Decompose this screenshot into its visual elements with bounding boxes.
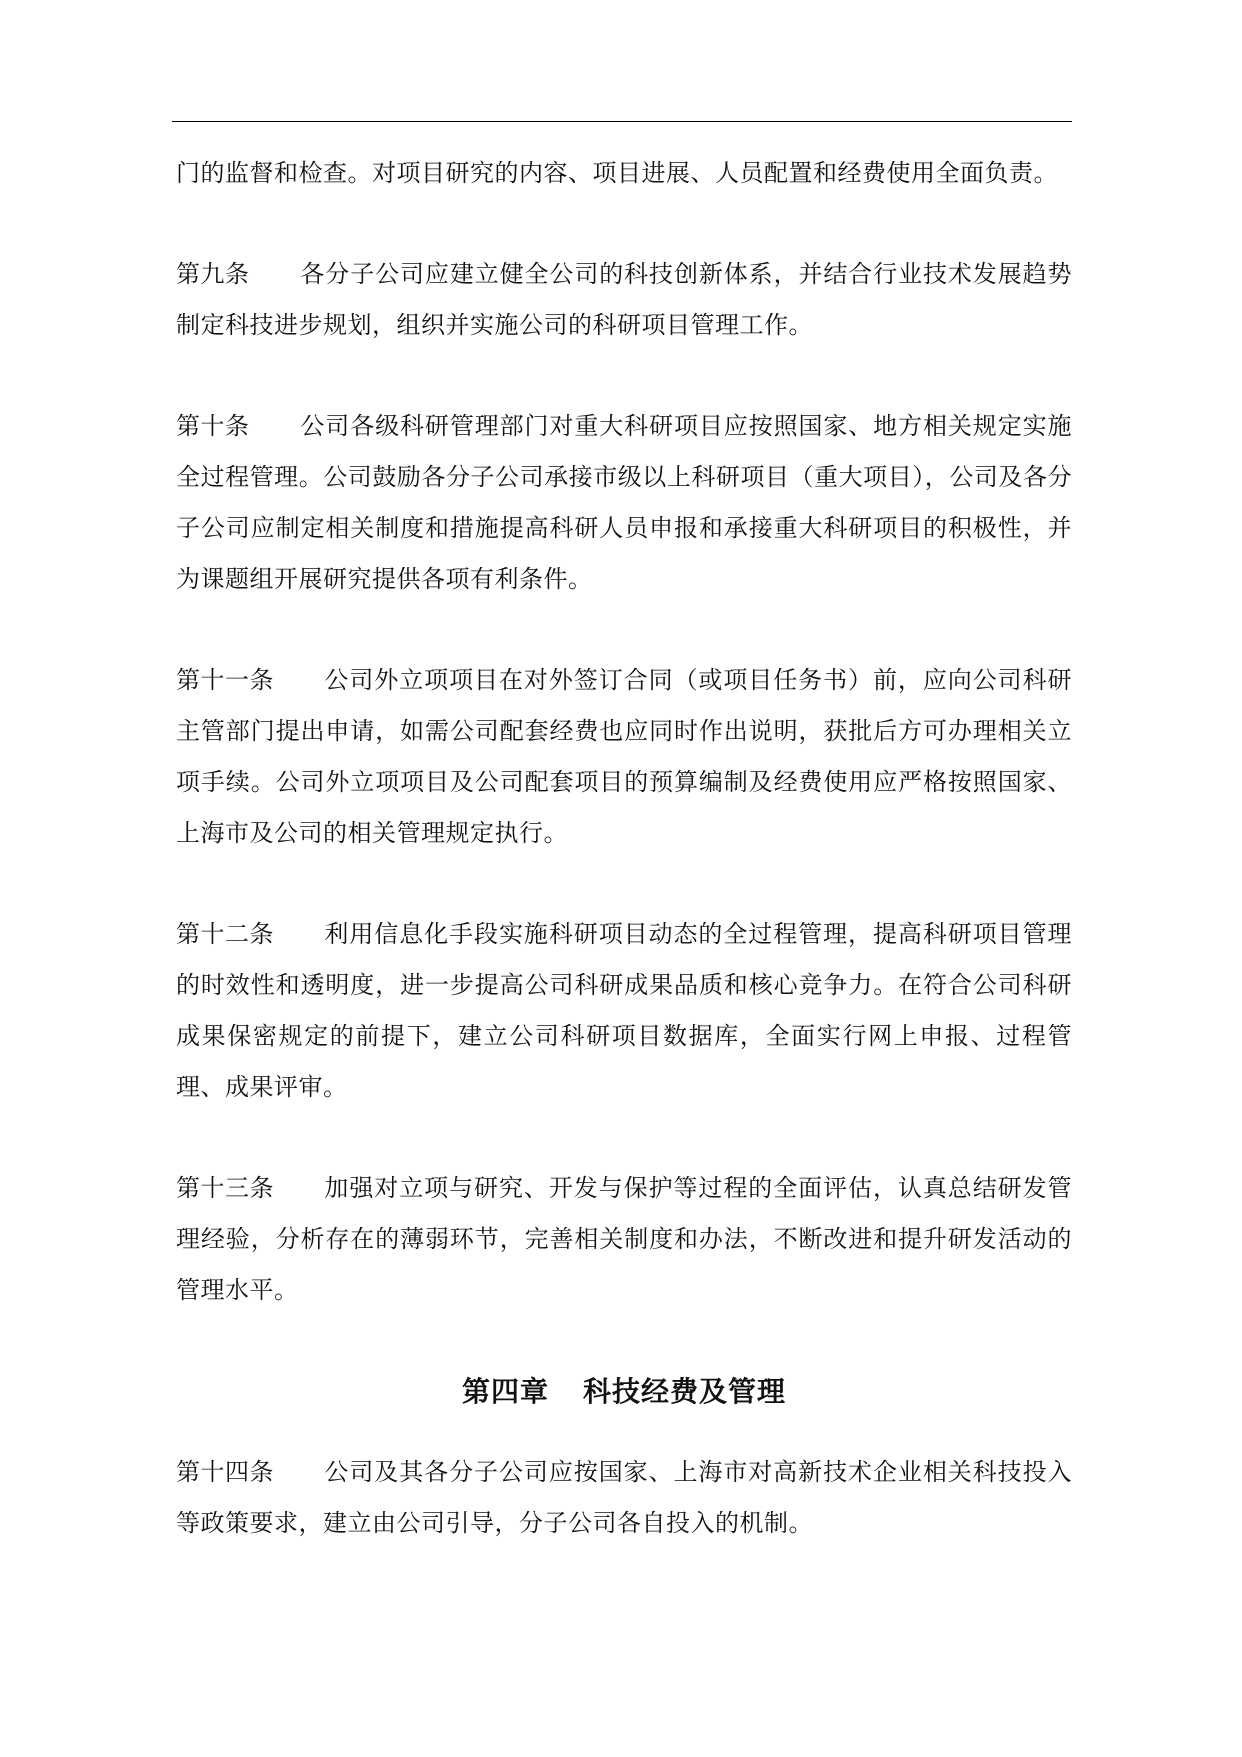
article-number: 第十四条 xyxy=(176,1458,274,1486)
article-number: 第十条 xyxy=(176,412,250,440)
article-number: 第十一条 xyxy=(176,666,274,694)
article-number: 第十三条 xyxy=(176,1174,274,1202)
article-10 xyxy=(176,401,1072,605)
intro-paragraph: 门的监督和检查。对项目研究的内容、项目进展、人员配置和经费使用全面负责。 xyxy=(176,159,1058,187)
article-text: 公司外立项项目在对外签订合同（或项目任务书）前，应向公司科研主管部门提出申请，如需公司配套经费也应同时作出说明，获批后方可办理相关立项手续。公司外立项项目及公司配套项目的预算编制及经费使用应严格按照国家、上海市及公司的相关管理规定执行。 xyxy=(176,666,1072,847)
chapter-title: 科技经费及管理 xyxy=(583,1375,787,1408)
article-text: 加强对立项与研究、开发与保护等过程的全面评估，认真总结研发管理经验，分析存在的薄弱环节，完善相关制度和办法，不断改进和提升研发活动的管理水平。 xyxy=(176,1174,1072,1304)
article-13 xyxy=(176,1163,1072,1316)
article-number: 第十二条 xyxy=(176,920,274,948)
article-9 xyxy=(176,249,1072,351)
header-rule xyxy=(172,121,1072,122)
chapter-heading xyxy=(176,1366,1072,1417)
chapter-number: 第四章 xyxy=(461,1375,549,1408)
article-text: 公司及其各分子公司应按国家、上海市对高新技术企业相关科技投入等政策要求，建立由公司引导，分子公司各自投入的机制。 xyxy=(176,1458,1072,1537)
article-number: 第九条 xyxy=(176,260,250,288)
article-text: 各分子公司应建立健全公司的科技创新体系，并结合行业技术发展趋势制定科技进步规划，组织并实施公司的科研项目管理工作。 xyxy=(176,260,1072,339)
article-12 xyxy=(176,909,1072,1113)
article-11 xyxy=(176,655,1072,859)
document-body xyxy=(176,148,1072,1549)
article-14 xyxy=(176,1447,1072,1549)
article-text: 公司各级科研管理部门对重大科研项目应按照国家、地方相关规定实施全过程管理。公司鼓励各分子公司承接市级以上科研项目（重大项目），公司及各分子公司应制定相关制度和措施提高科研人员申报和承接重大科研项目的积极性，并为课题组开展研究提供各项有利条件。 xyxy=(176,412,1072,593)
article-text: 利用信息化手段实施科研项目动态的全过程管理，提高科研项目管理的时效性和透明度，进一步提高公司科研成果品质和核心竞争力。在符合公司科研成果保密规定的前提下，建立公司科研项目数据库，全面实行网上申报、过程管理、成果评审。 xyxy=(176,920,1072,1101)
